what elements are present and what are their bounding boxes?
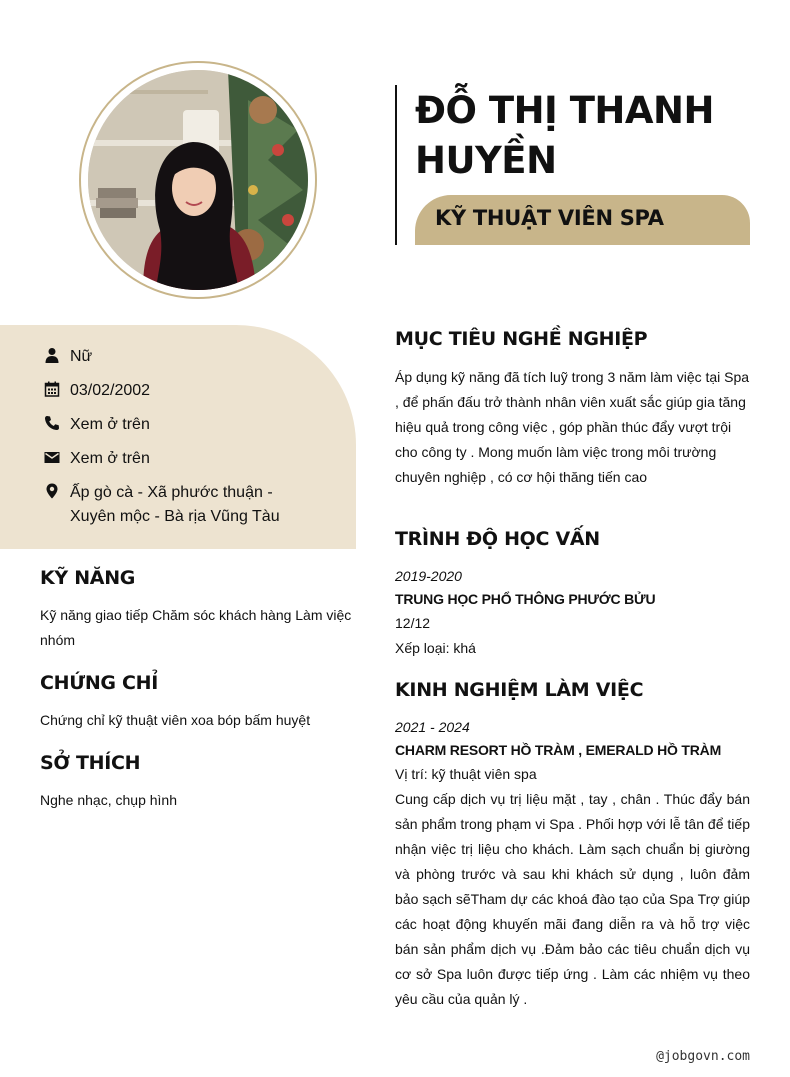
birthday-row [44, 379, 150, 403]
calendar-icon [44, 381, 60, 397]
experience-position: Vị trí: kỹ thuật viên spa [395, 766, 537, 782]
full-name: ĐỖ THỊ THANH HUYỀN [415, 89, 714, 182]
name-divider [395, 85, 397, 245]
job-title: KỸ THUẬT VIÊN SPA [435, 206, 664, 230]
watermark: @jobgovn.com [656, 1049, 750, 1064]
school-name: TRUNG HỌC PHỔ THÔNG PHƯỚC BỬU [395, 591, 656, 607]
phone-row [44, 413, 150, 437]
email-value: Xem ở trên [70, 450, 150, 467]
phone-icon [44, 415, 60, 431]
email-row [44, 447, 150, 471]
skills-text: Kỹ năng giao tiếp Chăm sóc khách hàng Làm việc nhóm [40, 607, 352, 648]
hobbies-text: Nghe nhạc, chụp hình [40, 792, 177, 808]
certificates-heading: CHỨNG CHỈ [40, 672, 159, 694]
gender-row [44, 345, 92, 369]
address-row [44, 481, 300, 529]
profile-photo [88, 70, 308, 290]
objective-heading: MỤC TIÊU NGHỀ NGHIỆP [395, 328, 648, 350]
education-grade: 12/12 [395, 615, 431, 631]
experience-heading: KINH NGHIỆM LÀM VIỆC [395, 679, 644, 701]
address-value: Ấp gò cà - Xã phước thuận - Xuyên mộc - Bà rịa Vũng Tàu [70, 484, 280, 525]
birthday-value: 03/02/2002 [70, 382, 151, 399]
phone-value: Xem ở trên [70, 416, 150, 433]
objective-text: Áp dụng kỹ năng đã tích luỹ trong 3 năm làm việc tại Spa , để phấn đấu trở thành nhân viên xuất sắc giúp gia tăng hiệu quả trong công việc , góp phần thúc đẩy vượt trội cho công ty . Mong muốn làm việc trong môi trường chuyên nghiệp , có cơ hội thăng tiến cao [395, 369, 750, 485]
experience-period: 2021 - 2024 [395, 719, 470, 735]
education-period: 2019-2020 [395, 568, 462, 584]
location-pin-icon [44, 483, 60, 499]
personal-info-panel [0, 325, 356, 549]
person-icon [44, 347, 60, 363]
company-name: CHARM RESORT HỒ TRÀM , EMERALD HỒ TRÀM [395, 742, 722, 758]
education-rank: Xếp loại: khá [395, 640, 476, 656]
gender-value: Nữ [70, 348, 93, 365]
hobbies-heading: SỞ THÍCH [40, 752, 141, 774]
job-title-banner [415, 195, 750, 245]
experience-description: Cung cấp dịch vụ trị liệu mặt , tay , chân . Thúc đẩy bán sản phẩm trong phạm vi Spa . Phối hợp với lễ tân để tiếp nhận việc trị liệu cho khách. Làm sạch chuẩn bị giường và phòng trước và sau khi khách sử dụng , luôn đảm bảo sạch sẽTham dự các khoá đào tạo của Spa Trợ giúp các hoạt động khuyến mãi đang diễn ra và hỗ trợ việc bán sản phẩm dịch vụ .Đảm bảo các tiêu chuẩn dịch vụ cơ sở Spa luôn được tiếp ứng . Làm các nhiệm vụ theo yêu cầu của quản lý . [395, 791, 750, 1007]
education-heading: TRÌNH ĐỘ HỌC VẤN [395, 528, 600, 550]
avatar [88, 70, 308, 290]
skills-heading: KỸ NĂNG [40, 567, 136, 589]
certificates-text: Chứng chỉ kỹ thuật viên xoa bóp bấm huyệt [40, 712, 311, 728]
mail-icon [44, 449, 60, 465]
